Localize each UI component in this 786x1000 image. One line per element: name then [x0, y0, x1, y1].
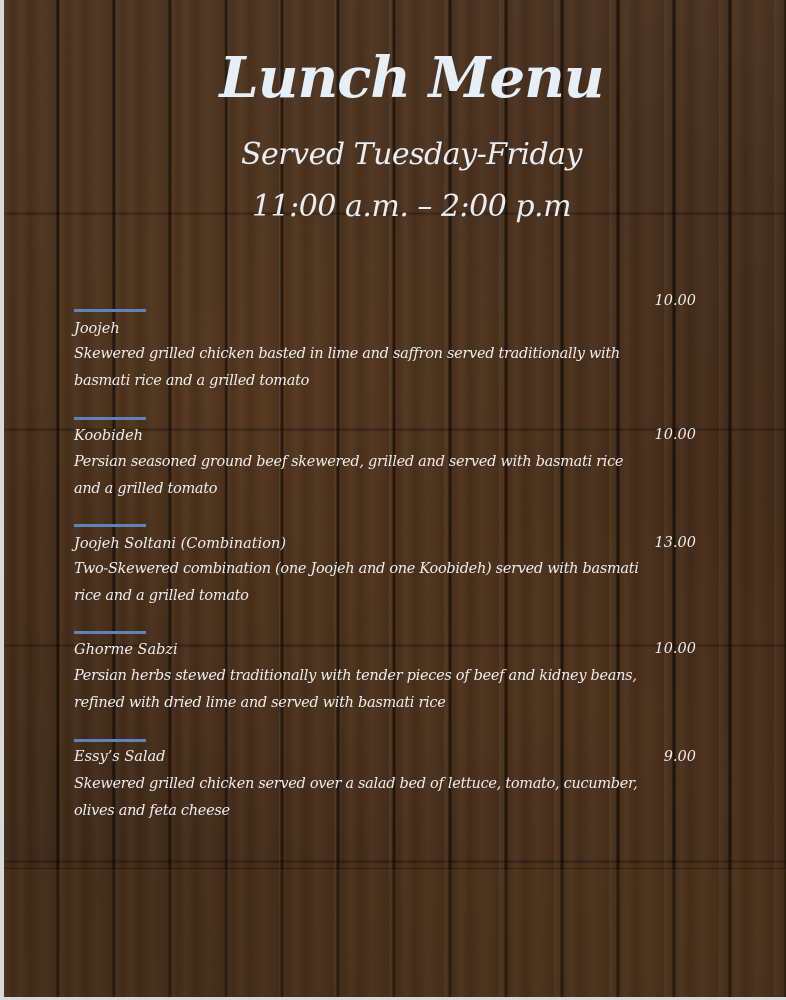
wood-background-band — [4, 868, 786, 997]
item-description: Persian seasoned ground beef skewered, grilled and served with basmati rice and a grilled tomato — [74, 454, 624, 497]
item-price: 9.00 — [663, 749, 696, 765]
item-description: Persian herbs stewed traditionally with tender pieces of beef and kidney beans, refined with dried lime and served with basmati rice — [74, 668, 637, 711]
item-name: Koobideh — [74, 428, 144, 444]
item-description: Skewered grilled chicken basted in lime and saffron served traditionally with basmati rice and a grilled tomato — [74, 346, 620, 389]
item-divider — [74, 631, 146, 634]
menu-item-ghorme-sabzi — [70, 631, 710, 721]
item-price: 13.00 — [654, 535, 696, 551]
menu-item-koobideh — [70, 417, 710, 507]
menu-item-essys-salad — [70, 739, 710, 829]
item-name: Joojeh — [74, 321, 120, 337]
menu-page — [4, 0, 786, 997]
item-name: Essy’s Salad — [74, 749, 166, 765]
item-divider — [74, 417, 146, 420]
served-days: Served Tuesday-Friday — [240, 137, 583, 172]
item-divider — [74, 739, 146, 742]
item-divider — [74, 309, 146, 312]
item-name: Ghorme Sabzi — [74, 642, 178, 658]
item-description: Skewered grilled chicken served over a salad bed of lettuce, tomato, cucumber, olives and feta cheese — [74, 776, 638, 819]
menu-item-joojeh — [70, 293, 710, 399]
item-divider — [74, 524, 146, 527]
item-description: Two-Skewered combination (one Joojeh and one Koobideh) served with basmati rice and a grilled tomato — [74, 561, 639, 604]
item-price: 10.00 — [654, 427, 696, 443]
menu-title: Lunch Menu — [219, 45, 604, 111]
menu-item-joojeh-soltani — [70, 524, 710, 614]
item-price: 10.00 — [654, 293, 696, 309]
item-name: Joojeh Soltani (Combination) — [74, 536, 286, 552]
served-hours: 11:00 a.m. – 2:00 p.m — [251, 189, 572, 224]
item-price: 10.00 — [654, 641, 696, 657]
